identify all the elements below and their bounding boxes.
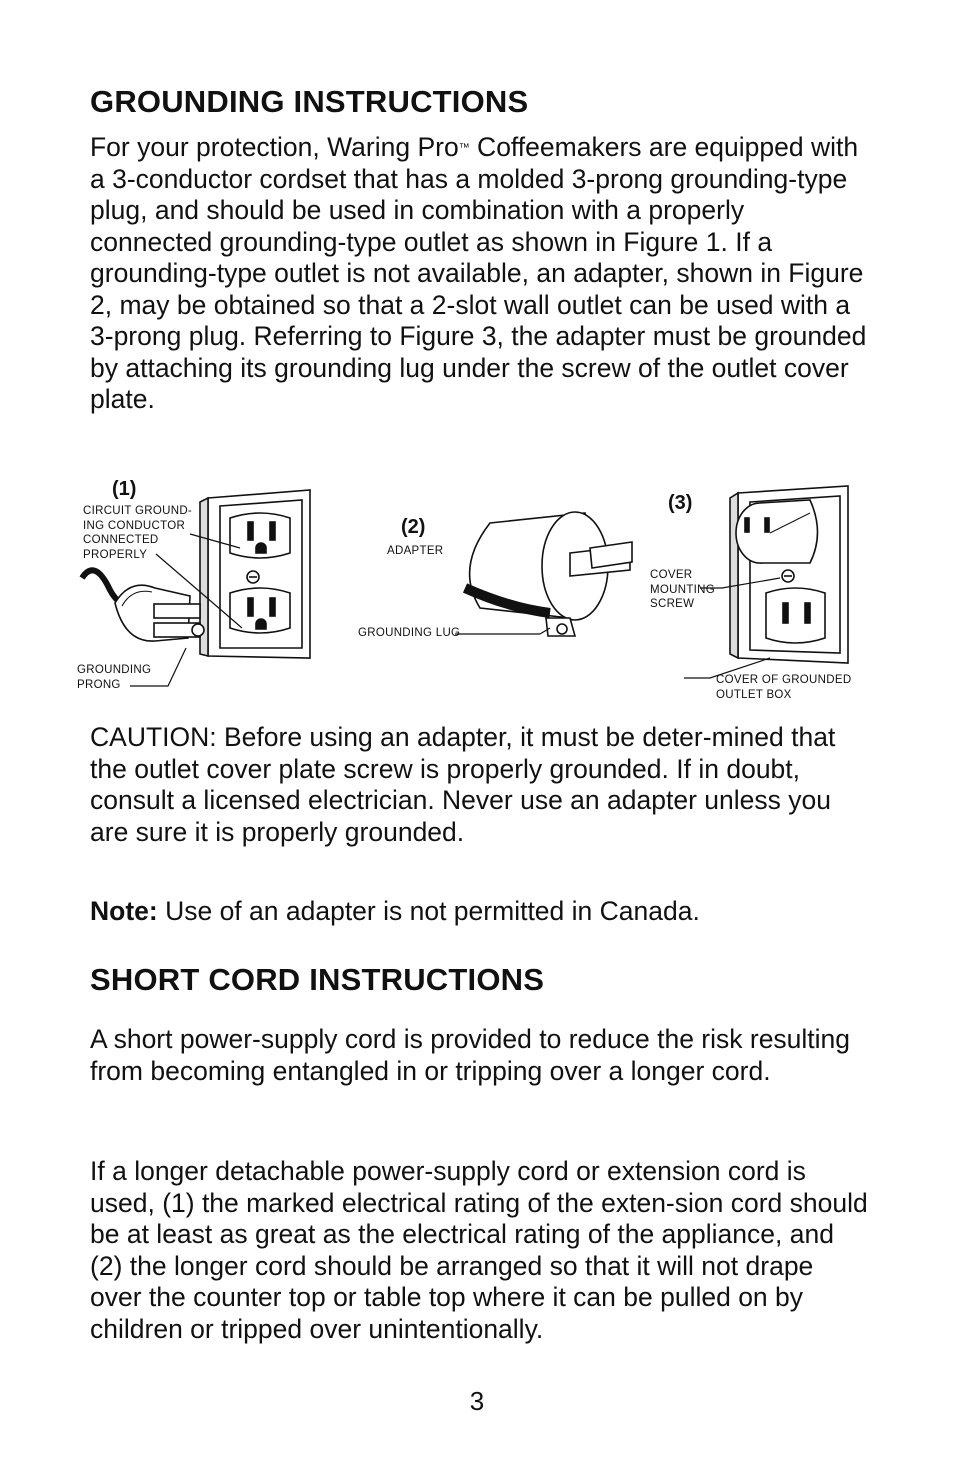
page-number: 3 [469, 1386, 485, 1416]
fig1-prong-label: GROUNDING PRONG [77, 664, 152, 691]
caution-paragraph: CAUTION: Before using an adapter, it must be deter-mined that the outlet cover plate screw is properly grounded. If in doubt, consult a licensed electrician. Never use an adapter unless you are sure it is properly grounded. [90, 722, 836, 847]
short-cord-heading: SHORT CORD INSTRUCTIONS [90, 962, 545, 997]
fig3-number: (3) [668, 492, 693, 514]
grounding-heading: GROUNDING INSTRUCTIONS [90, 84, 529, 119]
trademark-symbol: ™ [458, 142, 470, 154]
short-cord-paragraph-1: A short power-supply cord is provided to reduce the risk resulting from becoming entangled in or tripping over a longer cord. [90, 1024, 851, 1086]
short-cord-paragraph-2: If a longer detachable power-supply cord or extension cord is used, (1) the marked electrical rating of the exten-sion cord should be at least as great as the electrical rating of the appliance, and (2) the longer cord should be arranged so that it will not drape over the counter top or table top where it can be pulled on by children or tripped over unintentionally. [90, 1156, 868, 1344]
fig3-box-label: COVER OF GROUNDED OUTLET BOX [716, 674, 852, 701]
fig2-number: (2) [401, 516, 426, 538]
fig2-adapter-label: ADAPTER [387, 545, 444, 557]
note-label: Note: [90, 896, 158, 926]
note-paragraph: Note: Use of an adapter is not permitted in Canada. [90, 896, 700, 926]
fig1-outlet-plate [200, 490, 310, 658]
fig1-number: (1) [112, 478, 137, 500]
fig2-lug-label: GROUNDING LUG [358, 627, 461, 639]
outlet-figures [70, 478, 890, 708]
grounding-paragraph: For your protection, Waring Pro™ Coffeemakers are equipped with a 3-conductor cordset that has a molded 3-prong grounding-type plug, and should be used in combination with a properly connected grounding-type outlet as shown in Figure 1. If a grounding-type outlet is not available, an adapter, shown in Figure 2, may be obtained so that a 2-slot wall outlet can be used with a 3-prong plug. Referring to Figure 3, the adapter must be grounded by attaching its grounding lug under the screw of the outlet cover plate. [90, 132, 867, 414]
fig2-adapter [455, 512, 632, 636]
fig1-plug [82, 570, 204, 641]
fig1-circuit-label: CIRCUIT GROUND- ING CONDUCTOR CONNECTED PROPERLY [83, 505, 193, 561]
fig3-screw-label: COVER MOUNTING SCREW [650, 569, 716, 610]
